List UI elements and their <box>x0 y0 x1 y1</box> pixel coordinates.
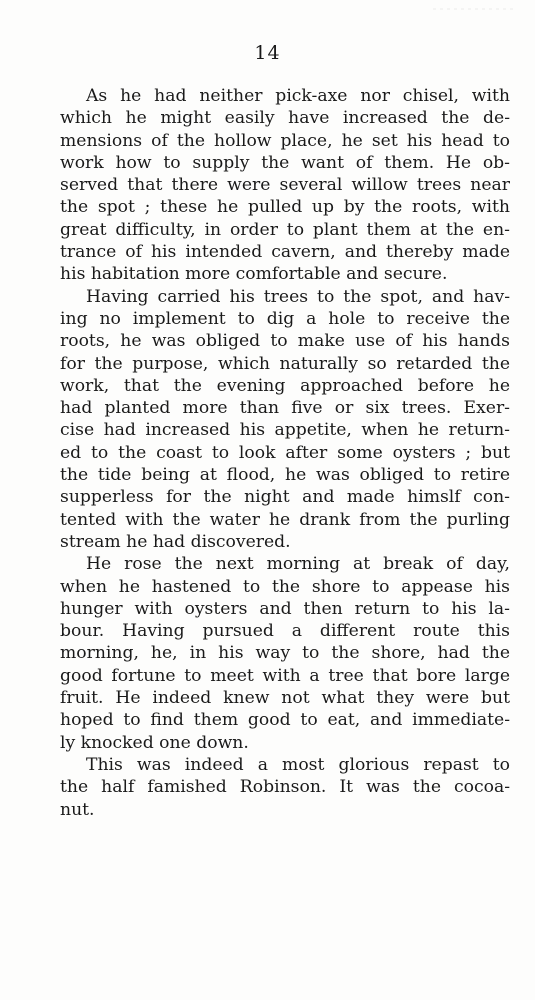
paragraph <box>60 85 510 286</box>
text-line: cise had increased his appetite, when he return- <box>60 420 510 441</box>
text-line: bour. Having pursued a different route this <box>60 621 510 642</box>
text-line: fruit. He indeed knew not what they were but <box>60 688 510 709</box>
text-line: the spot ; these he pulled up by the roots, with <box>60 197 510 218</box>
text-line: which he might easily have increased the de- <box>60 108 510 129</box>
text-line: hunger with oysters and then return to his la- <box>60 598 510 619</box>
text-line: mensions of the hollow place, he set his head to <box>60 130 510 151</box>
paragraph <box>60 553 510 754</box>
text-line: had planted more than five or six trees. Exer- <box>60 398 510 419</box>
body-text <box>60 85 510 821</box>
text-line: This was indeed a most glorious repast to <box>86 754 510 775</box>
text-line: work how to supply the want of them. He ob- <box>60 152 510 173</box>
page-number: 14 <box>254 42 281 64</box>
text-line: good fortune to meet with a tree that bore large <box>60 665 510 686</box>
text-line: ly knocked one down. <box>60 732 249 753</box>
text-line: for the purpose, which naturally so retarded the <box>60 353 510 374</box>
text-line: supperless for the night and made himslf con- <box>60 487 510 508</box>
text-line: morning, he, in his way to the shore, had the <box>60 643 510 664</box>
text-line: ed to the coast to look after some oysters ; but <box>60 442 510 463</box>
text-line: trance of his intended cavern, and thereby made <box>60 242 510 263</box>
text-line: great difficulty, in order to plant them at the en- <box>60 219 510 240</box>
text-line: work, that the evening approached before he <box>60 375 510 396</box>
text-line: when he hastened to the shore to appease his <box>60 576 510 597</box>
text-line: the tide being at flood, he was obliged to retire <box>60 465 510 486</box>
text-line: nut. <box>60 799 95 820</box>
paragraph <box>60 754 510 821</box>
text-line: He rose the next morning at break of day, <box>86 554 510 575</box>
text-line: hoped to find them good to eat, and immediate- <box>60 710 510 731</box>
text-line: stream he had discovered. <box>60 531 291 552</box>
text-line: As he had neither pick-axe nor chisel, with <box>86 86 510 106</box>
text-line: served that there were several willow trees near <box>60 175 510 196</box>
text-line: roots, he was obliged to make use of his hands <box>60 331 510 352</box>
text-line: the half famished Robinson. It was the cocoa- <box>60 777 510 798</box>
text-line: tented with the water he drank from the purling <box>60 509 510 530</box>
text-line: his habitation more comfortable and secure. <box>60 264 448 285</box>
faded-marking <box>433 4 513 14</box>
text-line: Having carried his trees to the spot, and hav- <box>86 286 510 307</box>
text-line: ing no implement to dig a hole to receive the <box>60 308 510 329</box>
paragraph <box>60 286 510 554</box>
